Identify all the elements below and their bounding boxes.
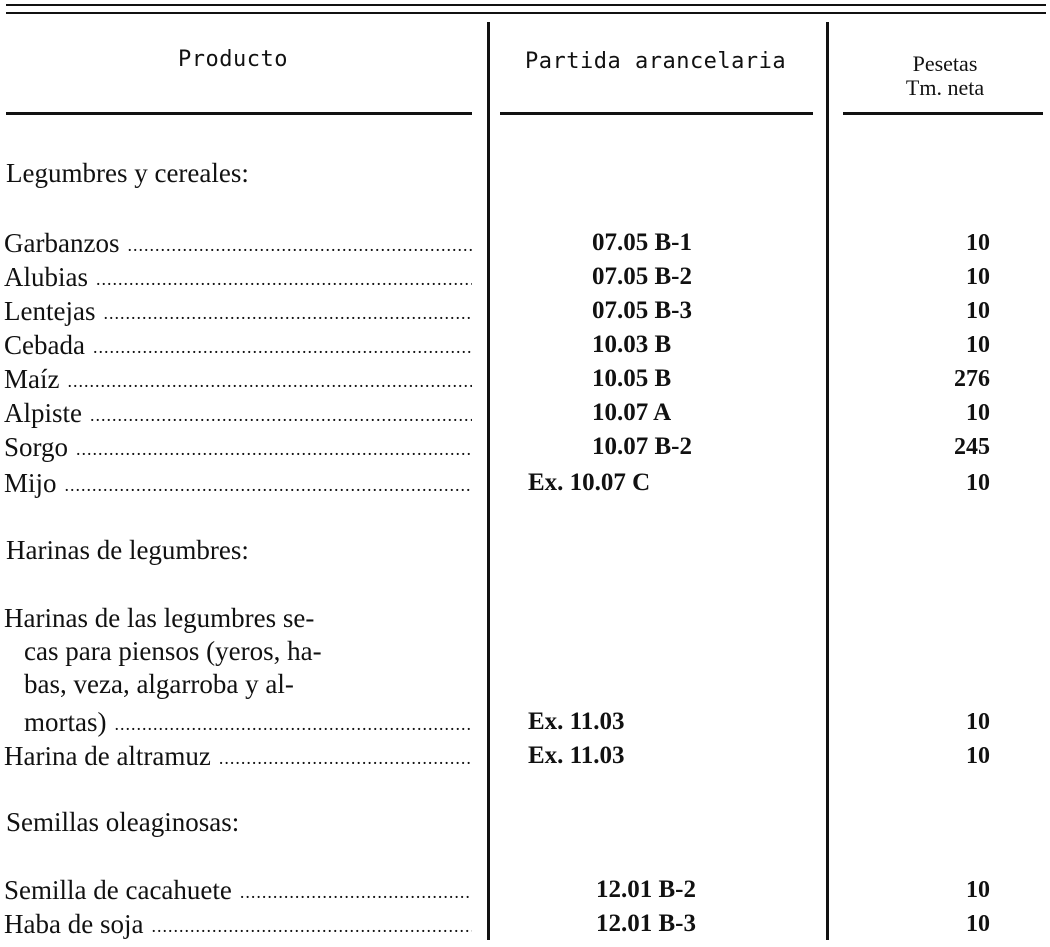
table-row xyxy=(0,705,1050,739)
section-title: Legumbres y cereales: xyxy=(6,158,249,188)
pesetas-value: 245 xyxy=(954,434,990,460)
product-name: Garbanzos xyxy=(4,228,120,258)
leader-dots xyxy=(114,705,472,743)
product-name: Haba de soja xyxy=(4,909,144,939)
tariff-code: 10.07 A xyxy=(592,399,672,426)
product-name: Semilla de cacahuete xyxy=(4,875,232,905)
product-name: Mijo xyxy=(4,468,57,498)
table-row xyxy=(0,294,1050,328)
tariff-code: 07.05 B-2 xyxy=(592,263,692,290)
leader-dots xyxy=(240,873,472,911)
header-underline-producto xyxy=(6,112,472,115)
pesetas-value: 10 xyxy=(966,743,990,769)
tariff-code: 07.05 B-3 xyxy=(592,297,692,324)
leader-dots xyxy=(67,362,472,400)
leader-dots xyxy=(65,466,472,504)
header-pesetas-line1: Pesetas xyxy=(912,51,978,76)
product-name: Harina de altramuz xyxy=(4,741,211,771)
top-rule-2 xyxy=(6,12,1046,14)
section-title: Harinas de legumbres: xyxy=(6,535,249,565)
product-name-multiline xyxy=(4,602,474,701)
pesetas-value: 10 xyxy=(966,470,990,496)
pesetas-value: 10 xyxy=(966,877,990,903)
table-row xyxy=(0,362,1050,396)
top-rule-1 xyxy=(6,4,1046,6)
table-row xyxy=(0,430,1050,464)
product-name: Alpiste xyxy=(4,398,82,428)
tariff-code: 10.07 B-2 xyxy=(592,433,692,460)
header-underline-pesetas xyxy=(843,112,1043,115)
header-producto: Producto xyxy=(178,47,288,72)
tariff-code: Ex. 11.03 xyxy=(528,742,625,769)
leader-dots xyxy=(151,907,472,945)
table-row xyxy=(0,739,1050,773)
section-title: Semillas oleaginosas: xyxy=(6,807,240,837)
pesetas-value: 10 xyxy=(966,709,990,735)
leader-dots xyxy=(90,396,472,434)
pesetas-value: 10 xyxy=(966,400,990,426)
table-row xyxy=(0,328,1050,362)
leader-dots xyxy=(219,739,472,777)
product-name: Alubias xyxy=(4,262,88,292)
product-line: bas, veza, algarroba y al- xyxy=(24,669,294,699)
leader-dots xyxy=(76,430,472,468)
product-name: Lentejas xyxy=(4,296,96,326)
leader-dots xyxy=(103,294,472,332)
header-underline-partida xyxy=(500,112,813,115)
tariff-code: 12.01 B-3 xyxy=(596,910,696,937)
leader-dots xyxy=(93,328,472,366)
product-name: Sorgo xyxy=(4,432,69,462)
table-row xyxy=(0,260,1050,294)
product-line: cas para piensos (yeros, ha- xyxy=(24,636,322,666)
table-row xyxy=(0,466,1050,500)
product-name: mortas) xyxy=(24,707,107,737)
header-pesetas xyxy=(850,52,1040,100)
tariff-code: 07.05 B-1 xyxy=(592,229,692,256)
header-partida: Partida arancelaria xyxy=(525,49,787,74)
leader-dots xyxy=(96,260,472,298)
pesetas-value: 276 xyxy=(954,366,990,392)
leader-dots xyxy=(127,226,472,264)
product-name: Maíz xyxy=(4,364,60,394)
product-line: Harinas de las legumbres se- xyxy=(4,603,315,633)
table-row xyxy=(0,907,1050,941)
tariff-code: 10.05 B xyxy=(592,365,672,392)
table-row xyxy=(0,226,1050,260)
pesetas-value: 10 xyxy=(966,230,990,256)
table-row xyxy=(0,396,1050,430)
header-pesetas-line2: Tm. neta xyxy=(905,75,985,100)
tariff-code: Ex. 11.03 xyxy=(528,708,625,735)
pesetas-value: 10 xyxy=(966,332,990,358)
tariff-code: Ex. 10.07 C xyxy=(528,469,651,496)
tariff-code: 12.01 B-2 xyxy=(596,876,696,903)
product-name: Cebada xyxy=(4,330,85,360)
pesetas-value: 10 xyxy=(966,911,990,937)
table-row xyxy=(0,873,1050,907)
pesetas-value: 10 xyxy=(966,298,990,324)
pesetas-value: 10 xyxy=(966,264,990,290)
tariff-code: 10.03 B xyxy=(592,331,672,358)
